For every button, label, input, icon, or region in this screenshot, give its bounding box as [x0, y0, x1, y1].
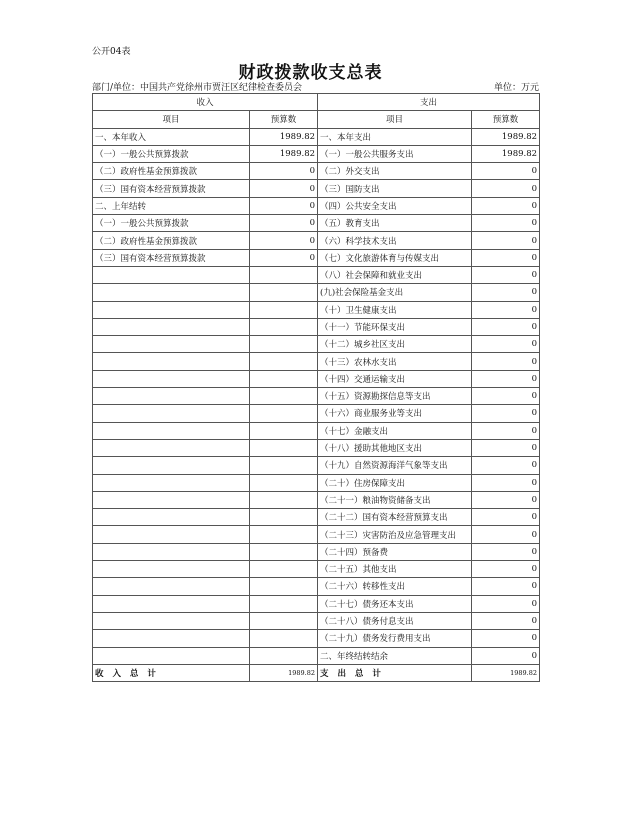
- form-code: 公开04表: [92, 47, 131, 57]
- income-value-cell: [250, 543, 318, 560]
- income-value-cell: [250, 509, 318, 526]
- expense-item-cell: 一、本年支出: [318, 128, 472, 145]
- table-row: [93, 180, 540, 197]
- expense-value-cell: 0: [472, 474, 540, 491]
- income-value-cell: [250, 301, 318, 318]
- table-row: [93, 163, 540, 180]
- table-row: [93, 284, 540, 301]
- income-value-cell: [250, 595, 318, 612]
- expense-value-cell: 0: [472, 439, 540, 456]
- income-item-cell: [93, 595, 250, 612]
- expense-item-cell: （六）科学技术支出: [318, 232, 472, 249]
- totals-row: [93, 664, 540, 681]
- budget-table: [92, 93, 540, 682]
- income-item-cell: （一）一般公共预算拨款: [93, 215, 250, 232]
- income-value-cell: [250, 630, 318, 647]
- income-item-cell: （三）国有资本经营预算拨款: [93, 180, 250, 197]
- income-value-cell: [250, 612, 318, 629]
- expense-item-cell: （二十二）国有资本经营预算支出: [318, 509, 472, 526]
- income-item-cell: [93, 439, 250, 456]
- expense-item-cell: （十二）城乡社区支出: [318, 336, 472, 353]
- table-row: [93, 647, 540, 664]
- income-item-cell: [93, 422, 250, 439]
- expense-item-cell: （二十七）债务还本支出: [318, 595, 472, 612]
- income-value-cell: 1989.82: [250, 145, 318, 162]
- table-row: [93, 145, 540, 162]
- income-value-cell: 0: [250, 163, 318, 180]
- table-row: [93, 578, 540, 595]
- expense-item-cell: （十一）节能环保支出: [318, 318, 472, 335]
- income-item-cell: （一）一般公共预算拨款: [93, 145, 250, 162]
- table-row: [93, 336, 540, 353]
- expense-item-cell: (九)社会保险基金支出: [318, 284, 472, 301]
- table-row: [93, 128, 540, 145]
- expense-item-cell: （二十四）预备费: [318, 543, 472, 560]
- expense-item-cell: （二十八）债务付息支出: [318, 612, 472, 629]
- income-value-cell: [250, 318, 318, 335]
- income-value-cell: 0: [250, 180, 318, 197]
- expense-item-cell: （二）外交支出: [318, 163, 472, 180]
- expense-value-cell: 0: [472, 215, 540, 232]
- income-item-cell: [93, 405, 250, 422]
- table-row: [93, 630, 540, 647]
- table-row: [93, 526, 540, 543]
- income-item-cell: [93, 474, 250, 491]
- income-item-cell: 一、本年收入: [93, 128, 250, 145]
- income-value-cell: 0: [250, 232, 318, 249]
- income-value-cell: [250, 336, 318, 353]
- income-value-cell: [250, 647, 318, 664]
- income-value-cell: [250, 578, 318, 595]
- income-item-cell: [93, 612, 250, 629]
- table-row: [93, 509, 540, 526]
- page-title: 财政拨款收支总表: [238, 63, 383, 83]
- income-item-cell: [93, 526, 250, 543]
- expense-item-cell: （四）公共安全支出: [318, 197, 472, 214]
- table-row: [93, 318, 540, 335]
- expense-item-cell: （十八）援助其他地区支出: [318, 439, 472, 456]
- income-value-cell: [250, 266, 318, 283]
- expense-item-cell: （三）国防支出: [318, 180, 472, 197]
- income-total-label: 收 入 总 计: [93, 664, 250, 681]
- expense-value-cell: 0: [472, 405, 540, 422]
- expense-item-cell: （二十一）粮油物资储备支出: [318, 491, 472, 508]
- table-row: [93, 457, 540, 474]
- expense-header: 支出: [318, 94, 540, 111]
- expense-value-cell: 0: [472, 595, 540, 612]
- income-item-cell: （三）国有资本经营预算拨款: [93, 249, 250, 266]
- expense-item-cell: （十三）农林水支出: [318, 353, 472, 370]
- expense-item-cell: （十九）自然资源海洋气象等支出: [318, 457, 472, 474]
- expense-value-cell: 0: [472, 543, 540, 560]
- expense-value-cell: 0: [472, 318, 540, 335]
- expense-value-cell: 0: [472, 647, 540, 664]
- income-value-cell: [250, 370, 318, 387]
- table-row: [93, 232, 540, 249]
- income-value-cell: 0: [250, 215, 318, 232]
- table-row: [93, 561, 540, 578]
- table-row: [93, 439, 540, 456]
- income-item-cell: [93, 336, 250, 353]
- income-item-cell: [93, 388, 250, 405]
- expense-value-cell: 0: [472, 509, 540, 526]
- income-value-cell: [250, 491, 318, 508]
- expense-budget-header: 预算数: [472, 111, 540, 128]
- expense-item-cell: （二十五）其他支出: [318, 561, 472, 578]
- table-body: [93, 128, 540, 664]
- table-row: [93, 370, 540, 387]
- expense-value-cell: 0: [472, 249, 540, 266]
- table-row: [93, 422, 540, 439]
- income-item-cell: （二）政府性基金预算拨款: [93, 163, 250, 180]
- expense-value-cell: 0: [472, 163, 540, 180]
- income-value-cell: [250, 284, 318, 301]
- income-item-cell: [93, 353, 250, 370]
- income-value-cell: [250, 388, 318, 405]
- income-item-cell: [93, 284, 250, 301]
- expense-value-cell: 0: [472, 422, 540, 439]
- income-item-cell: [93, 509, 250, 526]
- table-row: [93, 388, 540, 405]
- income-item-cell: [93, 266, 250, 283]
- income-item-cell: [93, 457, 250, 474]
- income-value-cell: 1989.82: [250, 128, 318, 145]
- table-row: [93, 197, 540, 214]
- unit-label: 单位：万元: [493, 83, 539, 93]
- income-value-cell: [250, 422, 318, 439]
- expense-value-cell: 0: [472, 612, 540, 629]
- expense-value-cell: 1989.82: [472, 128, 540, 145]
- income-item-header: 项目: [93, 111, 250, 128]
- expense-item-cell: （八）社会保障和就业支出: [318, 266, 472, 283]
- table-row: [93, 595, 540, 612]
- table-row: [93, 612, 540, 629]
- expense-item-cell: （十五）资源勘探信息等支出: [318, 388, 472, 405]
- income-value-cell: [250, 526, 318, 543]
- expense-value-cell: 0: [472, 491, 540, 508]
- expense-value-cell: 0: [472, 284, 540, 301]
- expense-item-cell: （十四）交通运输支出: [318, 370, 472, 387]
- income-item-cell: [93, 543, 250, 560]
- table-row: [93, 405, 540, 422]
- income-item-cell: [93, 370, 250, 387]
- expense-value-cell: 0: [472, 578, 540, 595]
- expense-value-cell: 0: [472, 180, 540, 197]
- income-value-cell: [250, 561, 318, 578]
- income-value-cell: [250, 439, 318, 456]
- expense-value-cell: 0: [472, 630, 540, 647]
- income-item-cell: （二）政府性基金预算拨款: [93, 232, 250, 249]
- table-row: [93, 543, 540, 560]
- expense-item-cell: （二十三）灾害防治及应急管理支出: [318, 526, 472, 543]
- income-value-cell: 0: [250, 197, 318, 214]
- income-item-cell: [93, 578, 250, 595]
- table-row: [93, 353, 540, 370]
- table-row: [93, 249, 540, 266]
- income-budget-header: 预算数: [250, 111, 318, 128]
- table-row: [93, 474, 540, 491]
- expense-value-cell: 0: [472, 336, 540, 353]
- table-row: [93, 491, 540, 508]
- expense-total-label: 支 出 总 计: [318, 664, 472, 681]
- income-value-cell: [250, 405, 318, 422]
- expense-value-cell: 0: [472, 526, 540, 543]
- expense-item-cell: （一）一般公共服务支出: [318, 145, 472, 162]
- table-row: [93, 301, 540, 318]
- income-total-value: 1989.82: [250, 664, 318, 681]
- expense-item-cell: （五）教育支出: [318, 215, 472, 232]
- income-item-cell: [93, 561, 250, 578]
- expense-item-cell: （二十）住房保障支出: [318, 474, 472, 491]
- expense-item-cell: （十六）商业服务业等支出: [318, 405, 472, 422]
- expense-value-cell: 0: [472, 457, 540, 474]
- expense-item-header: 项目: [318, 111, 472, 128]
- income-value-cell: [250, 353, 318, 370]
- expense-value-cell: 1989.82: [472, 145, 540, 162]
- income-item-cell: 二、上年结转: [93, 197, 250, 214]
- income-item-cell: [93, 318, 250, 335]
- expense-value-cell: 0: [472, 197, 540, 214]
- expense-item-cell: （十七）金融支出: [318, 422, 472, 439]
- table-row: [93, 215, 540, 232]
- expense-value-cell: 0: [472, 370, 540, 387]
- expense-value-cell: 0: [472, 353, 540, 370]
- table-row: [93, 266, 540, 283]
- income-value-cell: 0: [250, 249, 318, 266]
- expense-item-cell: 二、年终结转结余: [318, 647, 472, 664]
- expense-total-value: 1989.82: [472, 664, 540, 681]
- income-item-cell: [93, 301, 250, 318]
- income-value-cell: [250, 474, 318, 491]
- expense-item-cell: （二十六）转移性支出: [318, 578, 472, 595]
- expense-value-cell: 0: [472, 232, 540, 249]
- expense-item-cell: （七）文化旅游体育与传媒支出: [318, 249, 472, 266]
- department-label: 部门/单位：中国共产党徐州市贾汪区纪律检查委员会: [92, 83, 303, 93]
- income-item-cell: [93, 491, 250, 508]
- expense-value-cell: 0: [472, 266, 540, 283]
- income-value-cell: [250, 457, 318, 474]
- expense-value-cell: 0: [472, 301, 540, 318]
- income-item-cell: [93, 630, 250, 647]
- expense-value-cell: 0: [472, 561, 540, 578]
- expense-item-cell: （十）卫生健康支出: [318, 301, 472, 318]
- income-item-cell: [93, 647, 250, 664]
- expense-value-cell: 0: [472, 388, 540, 405]
- expense-item-cell: （二十九）债务发行费用支出: [318, 630, 472, 647]
- income-header: 收入: [93, 94, 318, 111]
